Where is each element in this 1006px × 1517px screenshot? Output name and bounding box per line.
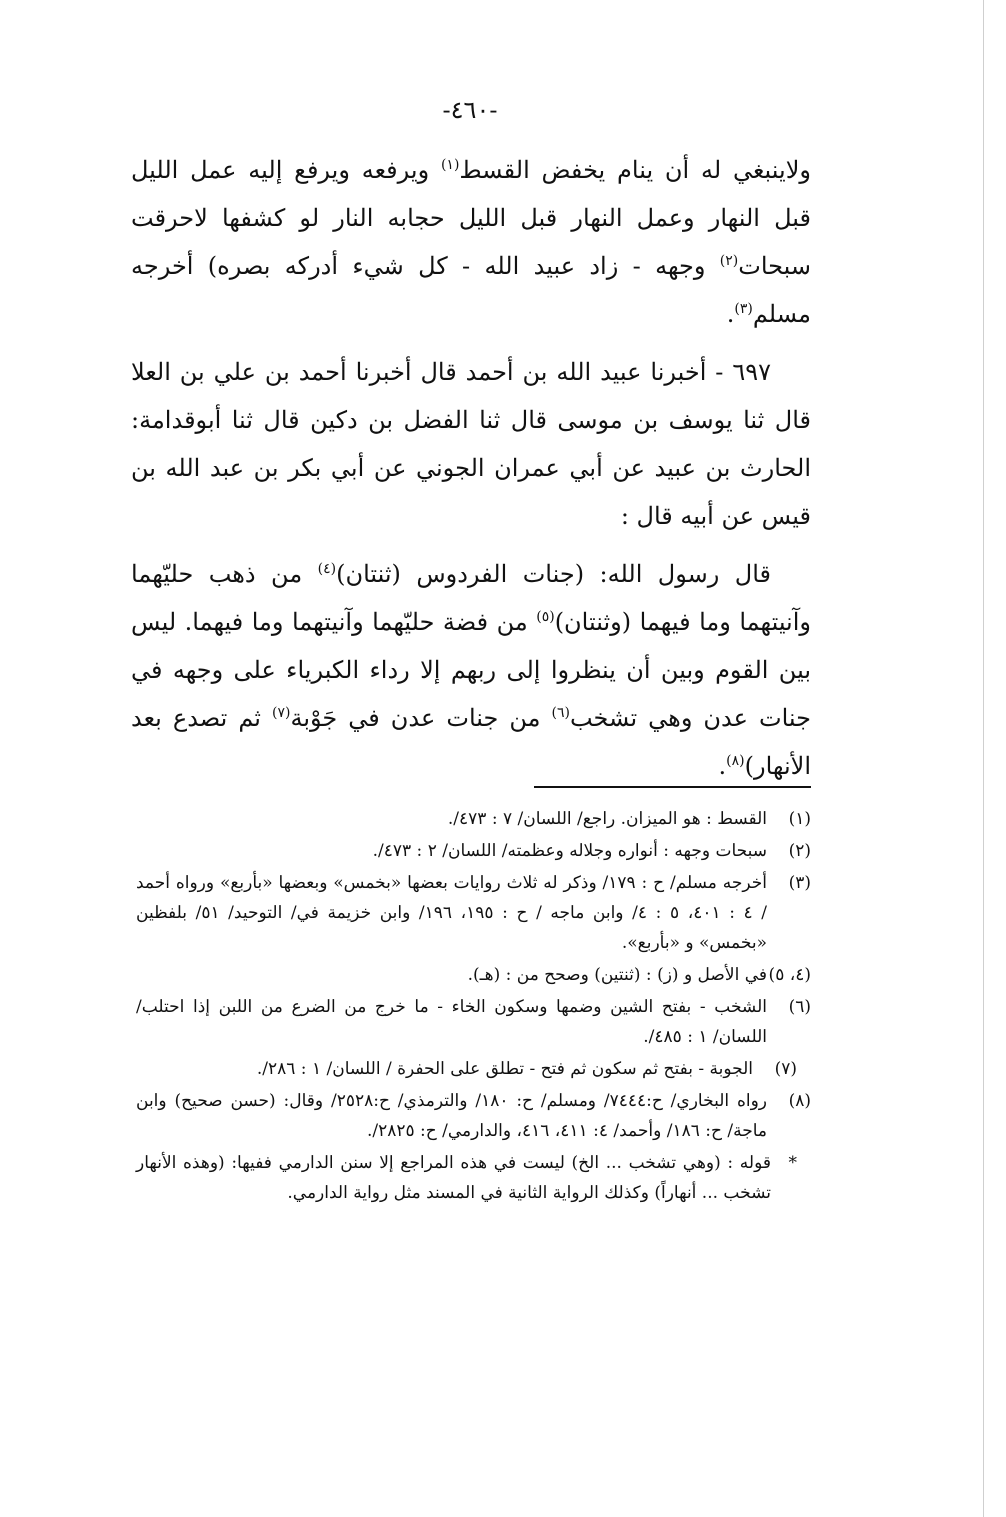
page-number: -٤٦٠- — [442, 96, 498, 124]
footnote-6 — [136, 992, 811, 1052]
footnote-marker: * — [788, 1153, 797, 1173]
footnote-7 — [136, 1054, 811, 1084]
footnote-number: (١) — [788, 809, 811, 829]
text-run: من جنات عدن في جَوْبة — [290, 704, 552, 732]
footnote-number: (٣) — [788, 873, 811, 893]
footnote-4-5 — [136, 960, 811, 990]
footnote-text: رواه البخاري/ ح:٧٤٤٤/ ومسلم/ ح: ١٨٠/ والترمذي/ ح:٢٥٢٨/ وقال: (حسن صحيح) وابن ماجة/ ح: ١٨٦/ وأحمد/ ٤: ٤١١، ٤١٦، والدارمي/ ح: ٢٨٢٥/. — [136, 1091, 767, 1141]
footnote-ref-1: (١) — [440, 157, 460, 173]
footnote-2 — [136, 836, 811, 866]
footnote-number: (٢) — [788, 841, 811, 861]
main-text — [131, 146, 811, 790]
paragraph-1 — [131, 146, 811, 338]
footnote-text: القسط : هو الميزان. راجع/ اللسان/ ٧ : ٤٧٣/. — [447, 809, 767, 829]
text-run: ويرفعه ويرفع إليه عمل الليل قبل النهار وعمل النهار قبل الليل حجابه النار لو كشفها لاحرقت سبحات — [131, 156, 811, 280]
text-run: من فضة حليّهما وآنيتهما وما فيهما. ليس بين القوم وبين أن ينظروا إلى ربهم إلا رداء الكبرياء على وجهه في جنات عدن وهي تشخب — [131, 608, 811, 732]
footnote-3 — [136, 868, 811, 958]
footnote-text: الجوبة - بفتح ثم سكون ثم فتح - تطلق على الحفرة / اللسان/ ١ : ٢٨٦/. — [256, 1059, 753, 1079]
text-run: ولاينبغي له أن ينام يخفض القسط — [459, 156, 811, 184]
footnote-ref-7: (٧) — [272, 705, 291, 721]
text-run: . — [718, 752, 727, 780]
footnote-ref-3: (٣) — [734, 301, 753, 317]
footnote-star — [136, 1148, 811, 1208]
footnote-text: قوله : (وهي تشخب ... الخ) ليست في هذه المراجع إلا سنن الدارمي ففيها: (وهذه الأنهار تشخب ... أنهاراً) وكذلك الرواية الثانية في المسند مثل رواية الدارمي. — [136, 1153, 771, 1203]
text-run: قال رسول الله: (جنات الفردوس (ثنتان) — [336, 560, 771, 588]
footnote-text: أخرجه مسلم/ ح : ١٧٩/ وذكر له ثلاث روايات بعضها «بخمس» وبعضها «بأربع» ورواه أحمد / ٤ : ٤٠١، ٥ : ٤/ وابن ماجه / ح : ١٩٥، ١٩٦/ وابن خزيمة في/ التوحيد/ ٥١/ بلفظين «بخمس» و «بأربع». — [136, 873, 768, 953]
footnote-8 — [136, 1086, 811, 1146]
footnote-text: الشخب - بفتح الشين وضمها وسكون الخاء - ما خرج من الضرع من اللبن إذا احتلب/ اللسان/ ١ : ٤٨٥/. — [136, 997, 767, 1047]
footnote-ref-2: (٢) — [719, 253, 739, 269]
footnote-ref-6: (٦) — [551, 705, 570, 721]
footnote-ref-4: (٤) — [317, 561, 337, 577]
footnote-text: سبحات وجهه : أنواره وجلاله وعظمته/ اللسان/ ٢ : ٤٧٣/. — [372, 841, 767, 861]
footnote-separator — [534, 786, 811, 788]
footnote-ref-8: (٨) — [726, 753, 745, 769]
text-run: . — [726, 300, 735, 328]
text-run: ثم تصدع بعد الأنهار) — [131, 704, 811, 780]
footnotes — [136, 804, 811, 1210]
paragraph-3 — [131, 550, 811, 790]
footnote-number: (٨) — [788, 1091, 811, 1111]
footnote-ref-5: (٥) — [536, 609, 555, 625]
text-run: وجهه - زاد عبيد الله - كل شيء أدركه بصره) أخرجه مسلم — [131, 252, 811, 328]
footnote-text: في الأصل و (ز) : (ثنتين) وصحح من : (هـ). — [467, 965, 767, 985]
footnote-number: (٧) — [774, 1059, 797, 1079]
footnote-number: (٦) — [788, 997, 811, 1017]
text-run: من ذهب حليّهما وآنيتهما وما فيهما (وثنتان) — [131, 560, 811, 636]
footnote-number: (٤، ٥) — [768, 965, 811, 985]
footnote-1 — [136, 804, 811, 834]
paragraph-hadith-697: ٦٩٧ - أخبرنا عبيد الله بن أحمد قال أخبرنا أحمد بن علي بن العلا قال ثنا يوسف بن موسى قال ثنا الفضل بن دكين قال ثنا أبوقدامة: الحارث بن عبيد عن أبي عمران الجوني عن أبي بكر بن عبد الله بن قيس عن أبيه قال : — [131, 358, 811, 530]
